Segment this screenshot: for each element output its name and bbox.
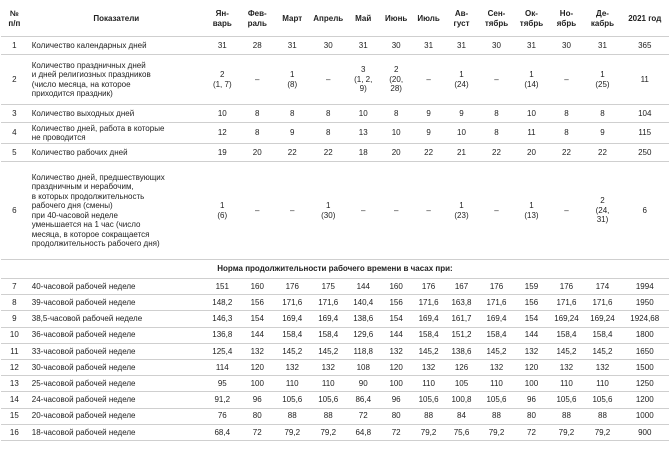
month-value-cell: 88 [310,408,347,424]
row-indicator: Количество выходных дней [28,105,205,123]
header-row [1,1,669,37]
month-value-cell: 171,6 [275,295,310,311]
row-number: 8 [1,295,28,311]
month-header: Ав- густ [445,1,479,37]
month-value-cell: 132 [275,359,310,375]
month-value-cell: 158,4 [275,327,310,343]
month-header: Фев- раль [240,1,275,37]
month-value-cell: 31 [347,37,380,55]
year-total-cell: 1200 [620,392,669,408]
row-indicator: 39-часовой рабочей неделе [28,295,205,311]
year-total-cell: 1500 [620,359,669,375]
month-value-cell: 30 [548,37,584,55]
month-value-cell: 146,3 [205,311,240,327]
month-value-cell: 8 [478,123,514,144]
month-value-cell: 110 [584,376,620,392]
table-row [1,376,669,392]
month-value-cell: 132 [240,343,275,359]
row-indicator: 36-часовой рабочей неделе [28,327,205,343]
month-value-cell: 30 [478,37,514,55]
month-value-cell: 22 [478,144,514,162]
row-number: 9 [1,311,28,327]
month-value-cell: 20 [240,144,275,162]
row-number: 11 [1,343,28,359]
month-value-cell: 126 [445,359,479,375]
month-value-cell: 144 [380,327,413,343]
month-value-cell: 19 [205,144,240,162]
month-value-cell: 80 [515,408,549,424]
month-value-cell: 72 [240,424,275,440]
row-indicator: 30-часовой рабочей неделе [28,359,205,375]
month-header: Май [347,1,380,37]
month-value-cell: 10 [445,123,479,144]
month-value-cell: 144 [347,279,380,295]
month-value-cell: 3 (1, 2, 9) [347,55,380,105]
table-row [1,424,669,440]
month-value-cell: 10 [205,105,240,123]
month-value-cell: 79,2 [478,424,514,440]
row-number: 15 [1,408,28,424]
month-value-cell: 132 [380,343,413,359]
month-value-cell: 8 [240,123,275,144]
month-value-cell: 21 [445,144,479,162]
working-time-table [1,1,669,441]
month-value-cell: 30 [380,37,413,55]
row-indicator: Количество рабочих дней [28,144,205,162]
month-value-cell: 86,4 [347,392,380,408]
month-value-cell: 22 [413,144,445,162]
month-value-cell: 31 [445,37,479,55]
month-value-cell: 20 [515,144,549,162]
row-indicator: 25-часовой рабочей неделе [28,376,205,392]
month-value-cell: 8 [380,105,413,123]
month-value-cell: 132 [548,359,584,375]
month-value-cell: 20 [380,144,413,162]
month-value-cell: 96 [515,392,549,408]
month-value-cell: 9 [413,105,445,123]
month-value-cell: – [240,55,275,105]
month-value-cell: 169,24 [548,311,584,327]
year-total-cell: 1250 [620,376,669,392]
row-number: 14 [1,392,28,408]
month-value-cell: 105,6 [310,392,347,408]
month-value-cell: 22 [584,144,620,162]
month-value-cell: 10 [347,105,380,123]
month-value-cell: 68,4 [205,424,240,440]
month-value-cell: – [380,162,413,260]
year-total-cell: 104 [620,105,669,123]
month-value-cell: 31 [515,37,549,55]
month-value-cell: 79,2 [413,424,445,440]
table-row [1,162,669,260]
month-value-cell: 138,6 [445,343,479,359]
month-value-cell: 31 [584,37,620,55]
row-number: 7 [1,279,28,295]
month-value-cell: 176 [478,279,514,295]
month-value-cell: 88 [413,408,445,424]
month-header: Апрель [310,1,347,37]
year-total-cell: 1800 [620,327,669,343]
month-value-cell: 132 [478,359,514,375]
month-value-cell: 100 [380,376,413,392]
month-value-cell: 171,6 [413,295,445,311]
month-value-cell: – [548,162,584,260]
month-value-cell: 156 [380,295,413,311]
year-total-cell: 900 [620,424,669,440]
month-value-cell: 2 (24, 31) [584,162,620,260]
month-value-cell: 136,8 [205,327,240,343]
row-indicator: 24-часовой рабочей неделе [28,392,205,408]
month-value-cell: 18 [347,144,380,162]
month-value-cell: – [413,162,445,260]
row-indicator: Количество дней, предшествующих праздничным и нерабочим, в которых продолжительность рабочего дня (смены) при 40-часовой неделе уменьшается на 1 час (число месяца, в которое сокращается продолжительность рабочего дня) [28,162,205,260]
month-value-cell: 144 [515,327,549,343]
month-value-cell: 79,2 [310,424,347,440]
month-value-cell: 88 [584,408,620,424]
year-total-cell: 1994 [620,279,669,295]
month-value-cell: 160 [380,279,413,295]
month-value-cell: 91,2 [205,392,240,408]
month-value-cell: 28 [240,37,275,55]
month-value-cell: 8 [478,105,514,123]
month-value-cell: 30 [310,37,347,55]
year-total-cell: 1650 [620,343,669,359]
month-value-cell: 110 [548,376,584,392]
table-row [1,55,669,105]
year-total-cell: 11 [620,55,669,105]
month-value-cell: 118,8 [347,343,380,359]
month-value-cell: 80 [380,408,413,424]
month-value-cell: 96 [240,392,275,408]
section-row [1,260,669,279]
num-header: № п/п [1,1,28,37]
month-value-cell: 114 [205,359,240,375]
month-value-cell: 169,4 [310,311,347,327]
year-total-cell: 1950 [620,295,669,311]
month-value-cell: 22 [548,144,584,162]
month-value-cell: 8 [548,123,584,144]
month-value-cell: 80 [240,408,275,424]
month-value-cell: 10 [380,123,413,144]
row-indicator: Количество календарных дней [28,37,205,55]
month-value-cell: 31 [413,37,445,55]
table-row [1,295,669,311]
month-value-cell: 145,2 [548,343,584,359]
month-value-cell: 8 [240,105,275,123]
month-header: Июль [413,1,445,37]
month-value-cell: 176 [275,279,310,295]
month-value-cell: 105,6 [548,392,584,408]
month-value-cell: 10 [515,105,549,123]
year-total-cell: 1000 [620,408,669,424]
row-indicator: 33-часовой рабочей неделе [28,343,205,359]
month-value-cell: 169,4 [413,311,445,327]
month-value-cell: 105,6 [413,392,445,408]
month-value-cell: 105,6 [584,392,620,408]
month-value-cell: 125,4 [205,343,240,359]
month-value-cell: 171,6 [478,295,514,311]
month-value-cell: 161,7 [445,311,479,327]
month-value-cell: 11 [515,123,549,144]
month-value-cell: 100 [240,376,275,392]
month-value-cell: 1 (30) [310,162,347,260]
year-total-cell: 1924,68 [620,311,669,327]
month-value-cell: 151 [205,279,240,295]
month-value-cell: 96 [380,392,413,408]
month-value-cell: 1 (25) [584,55,620,105]
month-value-cell: 120 [240,359,275,375]
month-value-cell: 84 [445,408,479,424]
row-indicator: 40-часовой рабочей неделе [28,279,205,295]
month-value-cell: 9 [445,105,479,123]
month-value-cell: 120 [380,359,413,375]
month-value-cell: 105,6 [275,392,310,408]
month-value-cell: – [478,162,514,260]
month-value-cell: 108 [347,359,380,375]
row-number: 13 [1,376,28,392]
month-value-cell: 72 [347,408,380,424]
month-value-cell: 156 [515,295,549,311]
month-value-cell: 72 [515,424,549,440]
month-value-cell: 8 [275,105,310,123]
month-value-cell: 88 [275,408,310,424]
month-value-cell: 79,2 [548,424,584,440]
month-value-cell: 13 [347,123,380,144]
month-value-cell: 64,8 [347,424,380,440]
month-value-cell: 132 [413,359,445,375]
month-value-cell: 31 [275,37,310,55]
month-value-cell: – [413,55,445,105]
month-value-cell: – [478,55,514,105]
month-value-cell: 171,6 [310,295,347,311]
row-indicator: Количество праздничных дней и дней религиозных праздников (число месяца, на которое приходится праздник) [28,55,205,105]
month-value-cell: 174 [584,279,620,295]
row-number: 6 [1,162,28,260]
month-value-cell: 22 [310,144,347,162]
month-value-cell: 167 [445,279,479,295]
month-value-cell: 110 [413,376,445,392]
month-value-cell: 90 [347,376,380,392]
row-indicator: 20-часовой рабочей неделе [28,408,205,424]
month-value-cell: 100,8 [445,392,479,408]
month-value-cell: 151,2 [445,327,479,343]
month-value-cell: 9 [413,123,445,144]
row-number: 12 [1,359,28,375]
month-value-cell: 8 [310,105,347,123]
month-value-cell: – [240,162,275,260]
month-value-cell: – [310,55,347,105]
month-value-cell: 31 [205,37,240,55]
month-value-cell: 169,4 [275,311,310,327]
year-total-cell: 250 [620,144,669,162]
month-value-cell: 8 [584,105,620,123]
month-value-cell: 163,8 [445,295,479,311]
month-value-cell: 154 [240,311,275,327]
row-number: 1 [1,37,28,55]
month-value-cell: 8 [548,105,584,123]
month-header: Июнь [380,1,413,37]
section-title: Норма продолжительности рабочего времени в часах при: [1,260,669,279]
month-value-cell: 22 [275,144,310,162]
month-value-cell: 156 [240,295,275,311]
month-value-cell: 72 [380,424,413,440]
year-total-cell: 6 [620,162,669,260]
table-row [1,311,669,327]
month-value-cell: 176 [413,279,445,295]
month-value-cell: 95 [205,376,240,392]
month-value-cell: 145,2 [413,343,445,359]
month-value-cell: 105 [445,376,479,392]
month-value-cell: 158,4 [413,327,445,343]
month-value-cell: 158,4 [584,327,620,343]
month-value-cell: 158,4 [478,327,514,343]
month-header: Сен- тябрь [478,1,514,37]
table-row [1,37,669,55]
month-value-cell: – [275,162,310,260]
month-value-cell: 2 (20, 28) [380,55,413,105]
table-row [1,343,669,359]
month-value-cell: 171,6 [548,295,584,311]
month-header: Де- кабрь [584,1,620,37]
month-value-cell: 1 (24) [445,55,479,105]
row-number: 2 [1,55,28,105]
indicator-header: Показатели [28,1,205,37]
month-value-cell: 75,6 [445,424,479,440]
row-number: 16 [1,424,28,440]
row-number: 4 [1,123,28,144]
month-value-cell: 158,4 [548,327,584,343]
month-value-cell: 145,2 [478,343,514,359]
month-value-cell: 154 [515,311,549,327]
row-indicator: 38,5-часовой рабочей неделе [28,311,205,327]
month-value-cell: – [548,55,584,105]
month-value-cell: 159 [515,279,549,295]
month-value-cell: 79,2 [275,424,310,440]
month-value-cell: 100 [515,376,549,392]
month-value-cell: 138,6 [347,311,380,327]
month-value-cell: 145,2 [584,343,620,359]
month-value-cell: 144 [240,327,275,343]
month-header: Ян- варь [205,1,240,37]
table-row [1,327,669,343]
row-indicator: Количество дней, работа в которые не проводится [28,123,205,144]
month-value-cell: 1 (8) [275,55,310,105]
month-value-cell: 145,2 [310,343,347,359]
month-value-cell: 140,4 [347,295,380,311]
table-row [1,123,669,144]
month-value-cell: 171,6 [584,295,620,311]
month-value-cell: 88 [548,408,584,424]
table-row [1,359,669,375]
month-value-cell: 158,4 [310,327,347,343]
month-value-cell: 132 [584,359,620,375]
month-value-cell: 8 [310,123,347,144]
month-value-cell: 110 [310,376,347,392]
table-body [1,37,669,441]
table-row [1,408,669,424]
month-value-cell: 154 [380,311,413,327]
table-row [1,279,669,295]
month-value-cell: 169,24 [584,311,620,327]
month-value-cell: 160 [240,279,275,295]
month-value-cell: – [347,162,380,260]
month-value-cell: 132 [310,359,347,375]
month-value-cell: 1 (14) [515,55,549,105]
month-value-cell: 9 [275,123,310,144]
row-number: 3 [1,105,28,123]
month-value-cell: 129,6 [347,327,380,343]
row-number: 10 [1,327,28,343]
month-value-cell: 110 [478,376,514,392]
table-row [1,144,669,162]
month-header: Ок- тябрь [515,1,549,37]
month-value-cell: 2 (1, 7) [205,55,240,105]
row-number: 5 [1,144,28,162]
year-total-cell: 365 [620,37,669,55]
month-value-cell: 169,4 [478,311,514,327]
month-value-cell: 1 (13) [515,162,549,260]
month-header: Но- ябрь [548,1,584,37]
month-value-cell: 105,6 [478,392,514,408]
table-row [1,105,669,123]
month-value-cell: 79,2 [584,424,620,440]
month-value-cell: 88 [478,408,514,424]
year-header: 2021 год [620,1,669,37]
month-value-cell: 145,2 [275,343,310,359]
month-value-cell: 148,2 [205,295,240,311]
month-value-cell: 12 [205,123,240,144]
month-value-cell: 110 [275,376,310,392]
month-value-cell: 132 [515,343,549,359]
row-indicator: 18-часовой рабочей неделе [28,424,205,440]
table-row [1,392,669,408]
year-total-cell: 115 [620,123,669,144]
month-value-cell: 120 [515,359,549,375]
month-value-cell: 175 [310,279,347,295]
month-header: Март [275,1,310,37]
month-value-cell: 1 (6) [205,162,240,260]
month-value-cell: 1 (23) [445,162,479,260]
month-value-cell: 76 [205,408,240,424]
month-value-cell: 176 [548,279,584,295]
month-value-cell: 9 [584,123,620,144]
